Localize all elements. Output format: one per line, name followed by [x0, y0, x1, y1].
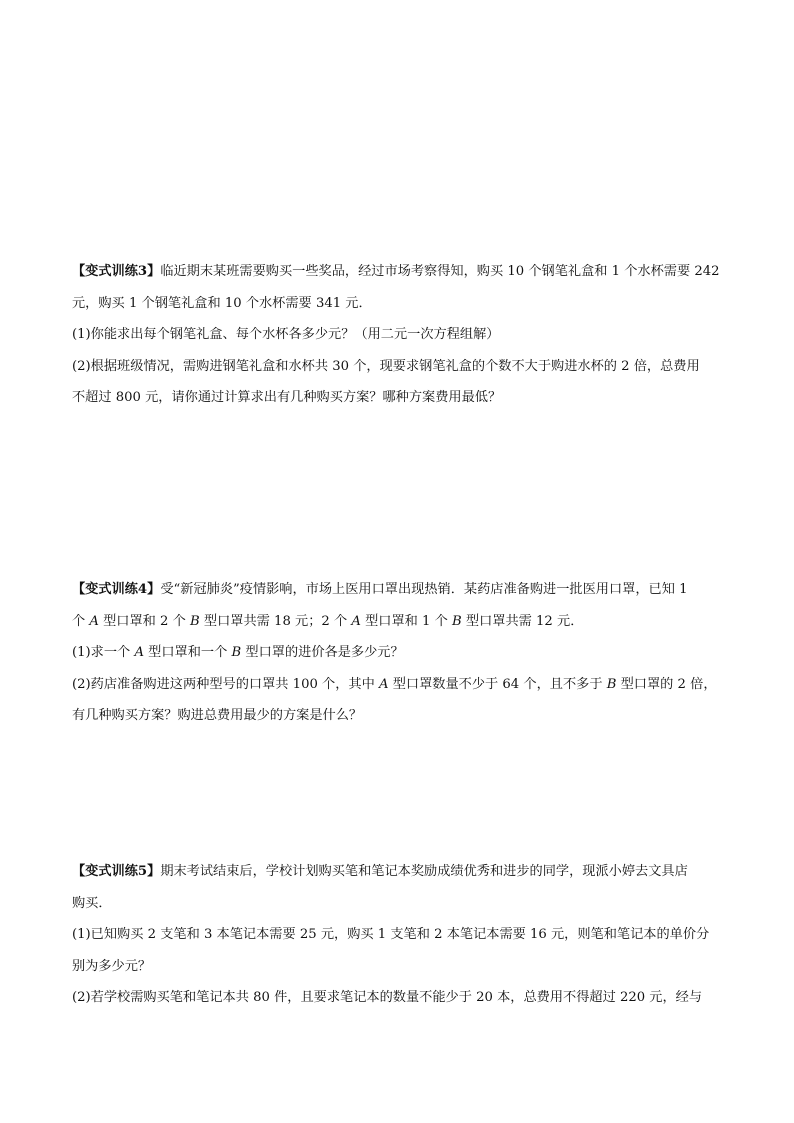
problem-text: 期末考试结束后，学校计划购买笔和笔记本奖励成绩优秀和进步的同学，现派小婷去文具店 [160, 864, 688, 879]
problem-line [72, 256, 732, 288]
question-1 [72, 637, 732, 669]
text-segment: 个 [72, 613, 90, 629]
variable: A [351, 613, 361, 629]
problem-text: 临近期末某班需要购买一些奖品，经过市场考察得知，购买 10 个钢笔礼盒和 1 个水杯需要 242 [160, 264, 720, 279]
problem-variant-4 [72, 574, 732, 732]
question-2: (2)根据班级情况，需购进钢笔礼盒和水杯共 30 个，现要求钢笔礼盒的个数不大于购进水杯的 2 倍，总费用 [72, 358, 700, 374]
question-2 [72, 669, 732, 701]
problem-line: 购买． [72, 895, 112, 911]
text-segment: 型口罩和一个 [143, 645, 232, 660]
text-segment: (1)求一个 [72, 645, 135, 660]
problem-variant-5 [72, 856, 732, 1014]
variable: A [134, 645, 144, 660]
problem-line [72, 856, 732, 888]
problem-line: 不超过 800 元，请你通过计算求出有几种购买方案？哪种方案费用最低？ [72, 390, 502, 405]
variable: B [606, 676, 617, 692]
text-segment: 型口罩和 2 个 [98, 613, 191, 629]
text-segment: 型口罩共需 18 元；2 个 [199, 613, 352, 629]
text-segment: 型口罩数量不少于 64 个，且不多于 [388, 676, 607, 692]
question-1: (1)已知购买 2 支笔和 3 本笔记本需要 25 元，购买 1 支笔和 2 本笔记本需要 16 元，则笔和笔记本的单价分 [72, 927, 710, 942]
problem-line [72, 574, 732, 606]
variable: B [452, 613, 462, 629]
problem-variant-3 [72, 256, 732, 414]
problem-line: 元，购买 1 个钢笔礼盒和 10 个水杯需要 341 元． [72, 295, 372, 311]
problem-tag: 【变式训练4】 [72, 582, 161, 597]
text-segment: 型口罩的 2 倍， [616, 676, 717, 692]
question-2: (2)若学校需购买笔和笔记本共 80 件，且要求笔记本的数量不能少于 20 本，总费用不得超过 220 元，经与 [72, 990, 703, 1005]
text-segment: 型口罩的进价各是多少元？ [241, 645, 404, 660]
problem-line: 别为多少元？ [72, 958, 152, 974]
problem-tag: 【变式训练3】 [72, 264, 161, 279]
problem-line [72, 606, 732, 638]
problem-tag: 【变式训练5】 [72, 864, 161, 879]
problem-line: 有几种购买方案？购进总费用最少的方案是什么？ [72, 708, 363, 723]
text-segment: 型口罩和 1 个 [360, 613, 453, 629]
text-segment: 型口罩共需 12 元． [461, 613, 584, 629]
variable: A [89, 613, 99, 629]
question-1: (1)你能求出每个钢笔礼盒、每个水杯各多少元？（用二元一次方程组解） [72, 327, 500, 342]
problem-text: 受“新冠肺炎”疫情影响，市场上医用口罩出现热销．某药店准备购进一批医用口罩，已知 1 [160, 582, 688, 597]
variable: B [231, 645, 242, 660]
variable: A [379, 676, 389, 692]
text-segment: (2)药店准备购进这两种型号的口罩共 100 个，其中 [72, 676, 379, 692]
variable: B [190, 613, 200, 629]
